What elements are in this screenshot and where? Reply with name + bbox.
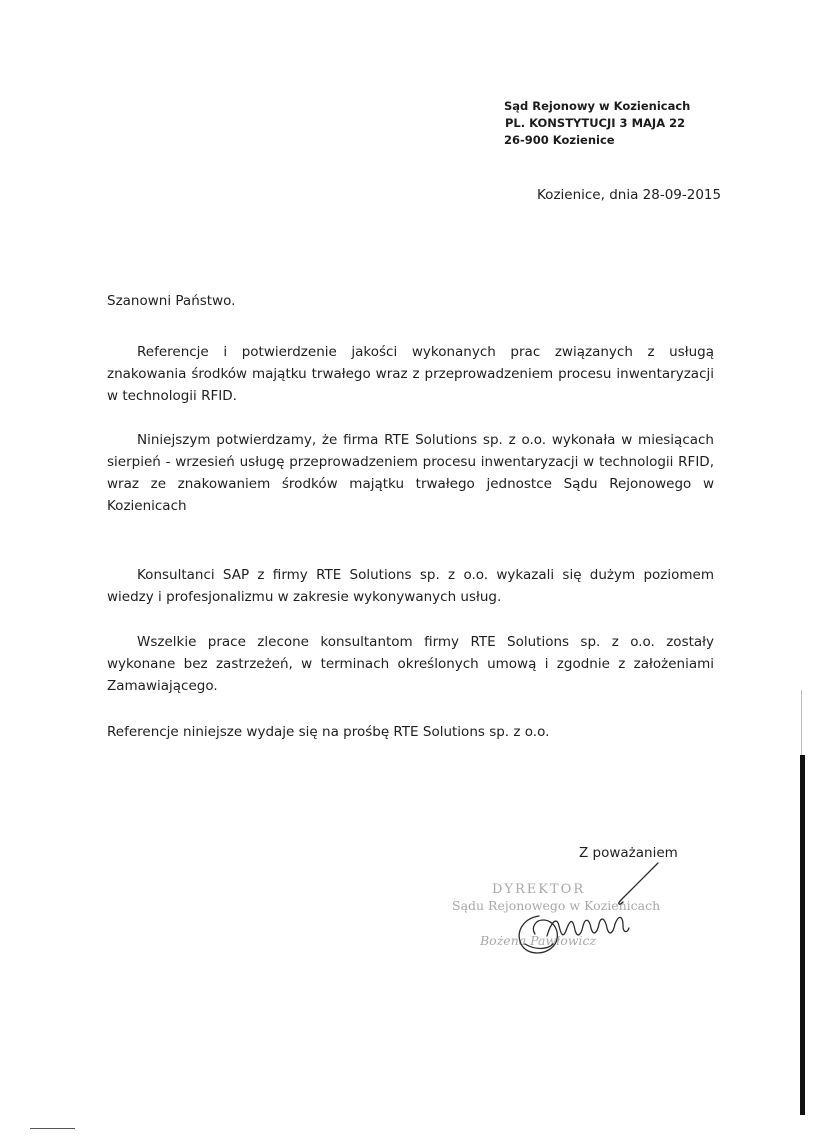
letter-date: Kozienice, dnia 28-09-2015 <box>537 187 722 203</box>
scan-edge-artifact-thin <box>801 690 802 760</box>
sender-address <box>504 98 690 149</box>
handwritten-signature <box>495 858 665 968</box>
paragraph-works: Wszelkie prace zlecone konsultantom firmy RTE Solutions sp. z o.o. zostały wykonane bez zastrzeżeń, w terminach określonych umową i zgodnie z założeniami Zamawiającego. <box>107 634 714 694</box>
paragraph-confirmation: Niniejszym potwierdzamy, że firma RTE Solutions sp. z o.o. wykonała w miesiącach sierpień - wrzesień usługę przeprowadzeniem procesu inwentaryzacji w technologii RFID, wraz ze znakowaniem środków majątku trwałego jednostce Sądu Rejonowego w Kozienicach <box>107 432 714 514</box>
paragraph-subject: Referencje i potwierdzenie jakości wykonanych prac związanych z usługą znakowania środków majątku trwałego wraz z przeprowadzeniem procesu inwentaryzacji w technologii RFID. <box>107 344 714 404</box>
scan-edge-artifact <box>800 755 805 1115</box>
stamp-title: DYREKTOR <box>492 882 586 897</box>
sender-city: 26-900 Kozienice <box>504 133 615 147</box>
sender-name: Sąd Rejonowy w Kozienicach <box>504 99 691 113</box>
paragraph-reference-note: Referencje niniejsze wydaje się na prośbę RTE Solutions sp. z o.o. <box>107 724 550 740</box>
stamp-name: Bożena Pawłowicz <box>480 933 597 948</box>
greeting: Szanowni Państwo. <box>107 293 236 309</box>
closing-phrase: Z poważaniem <box>579 845 678 861</box>
stamp-unit: Sądu Rejonowego w Kozienicach <box>452 898 661 913</box>
scan-bottom-mark <box>30 1128 75 1129</box>
sender-street: PL. KONSTYTUCJI 3 MAJA 22 <box>505 116 686 130</box>
paragraph-consultants: Konsultanci SAP z firmy RTE Solutions sp. z o.o. wykazali się dużym poziomem wiedzy i profesjonalizmu w zakresie wykonywanych usług. <box>107 567 714 605</box>
